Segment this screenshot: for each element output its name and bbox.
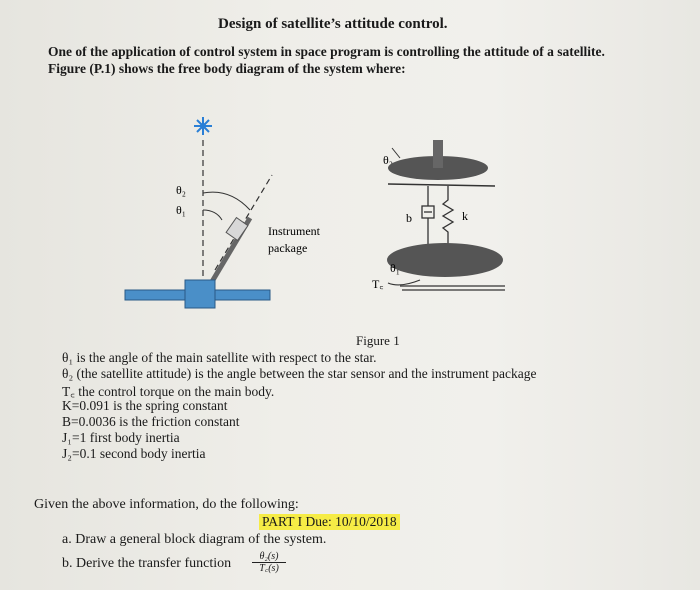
solar-panel-left (125, 290, 185, 300)
theta2-right-arrow (392, 148, 400, 158)
theta1-arc (203, 210, 222, 220)
transfer-function-fraction (252, 551, 286, 574)
theta1-right-label: θ₁ (390, 261, 400, 275)
damper-b (422, 186, 434, 244)
tf-denominator: T꜀(s) (259, 563, 279, 574)
task-b: b. Derive the transfer function (62, 556, 232, 571)
b-label: b (406, 211, 412, 225)
intro-line-2: Figure (P.1) shows the free body diagram of the system where: (48, 61, 406, 76)
theta1-left-label: θ₁ (176, 203, 186, 217)
figure-caption: Figure 1 (356, 333, 400, 348)
task-a: a. Draw a general block diagram of the system. (62, 532, 327, 547)
definition-theta1: θ₁ is the angle of the main satellite with respect to the star. (62, 350, 377, 365)
definition-friction: B=0.0036 is the friction constant (62, 414, 240, 429)
definition-j1: J₁=1 first body inertia (62, 430, 180, 445)
intro-line-1: One of the application of control system in space program is controlling the attitude of a satellite. (48, 44, 605, 59)
theta2-left-label: θ₂ (176, 183, 186, 197)
page-title: Design of satellite’s attitude control. (218, 16, 448, 32)
spring-k (443, 186, 453, 244)
solar-panel-right (215, 290, 270, 300)
torque-arrow (388, 280, 420, 285)
definition-j2: J₂=0.1 second body inertia (62, 446, 206, 461)
satellite-body (185, 280, 215, 308)
theta2-right-label: θ₂ (383, 153, 393, 167)
definition-theta2: θ₂ (the satellite attitude) is the angle between the star sensor and the instrument package (62, 366, 537, 381)
star-icon (194, 117, 212, 135)
tf-numerator: θ₂(s) (252, 551, 286, 563)
instrument-package-box (226, 218, 248, 241)
theta2-arc (203, 192, 250, 210)
lower-disk (387, 243, 503, 277)
definition-torque: T꜀ the control torque on the main body. (62, 384, 275, 399)
upper-disk-line (388, 184, 495, 186)
instrument-label-1: Instrument (268, 224, 320, 238)
satellite-figure (100, 100, 530, 330)
part-due-highlight: PART I Due: 10/10/2018 (259, 514, 400, 530)
upper-shaft (433, 140, 443, 168)
k-label: k (462, 209, 468, 223)
torque-label: T꜀ (372, 277, 384, 291)
definition-spring: K=0.091 is the spring constant (62, 398, 228, 413)
given-instruction: Given the above information, do the following: (34, 497, 299, 512)
instrument-label-2: package (268, 241, 308, 255)
